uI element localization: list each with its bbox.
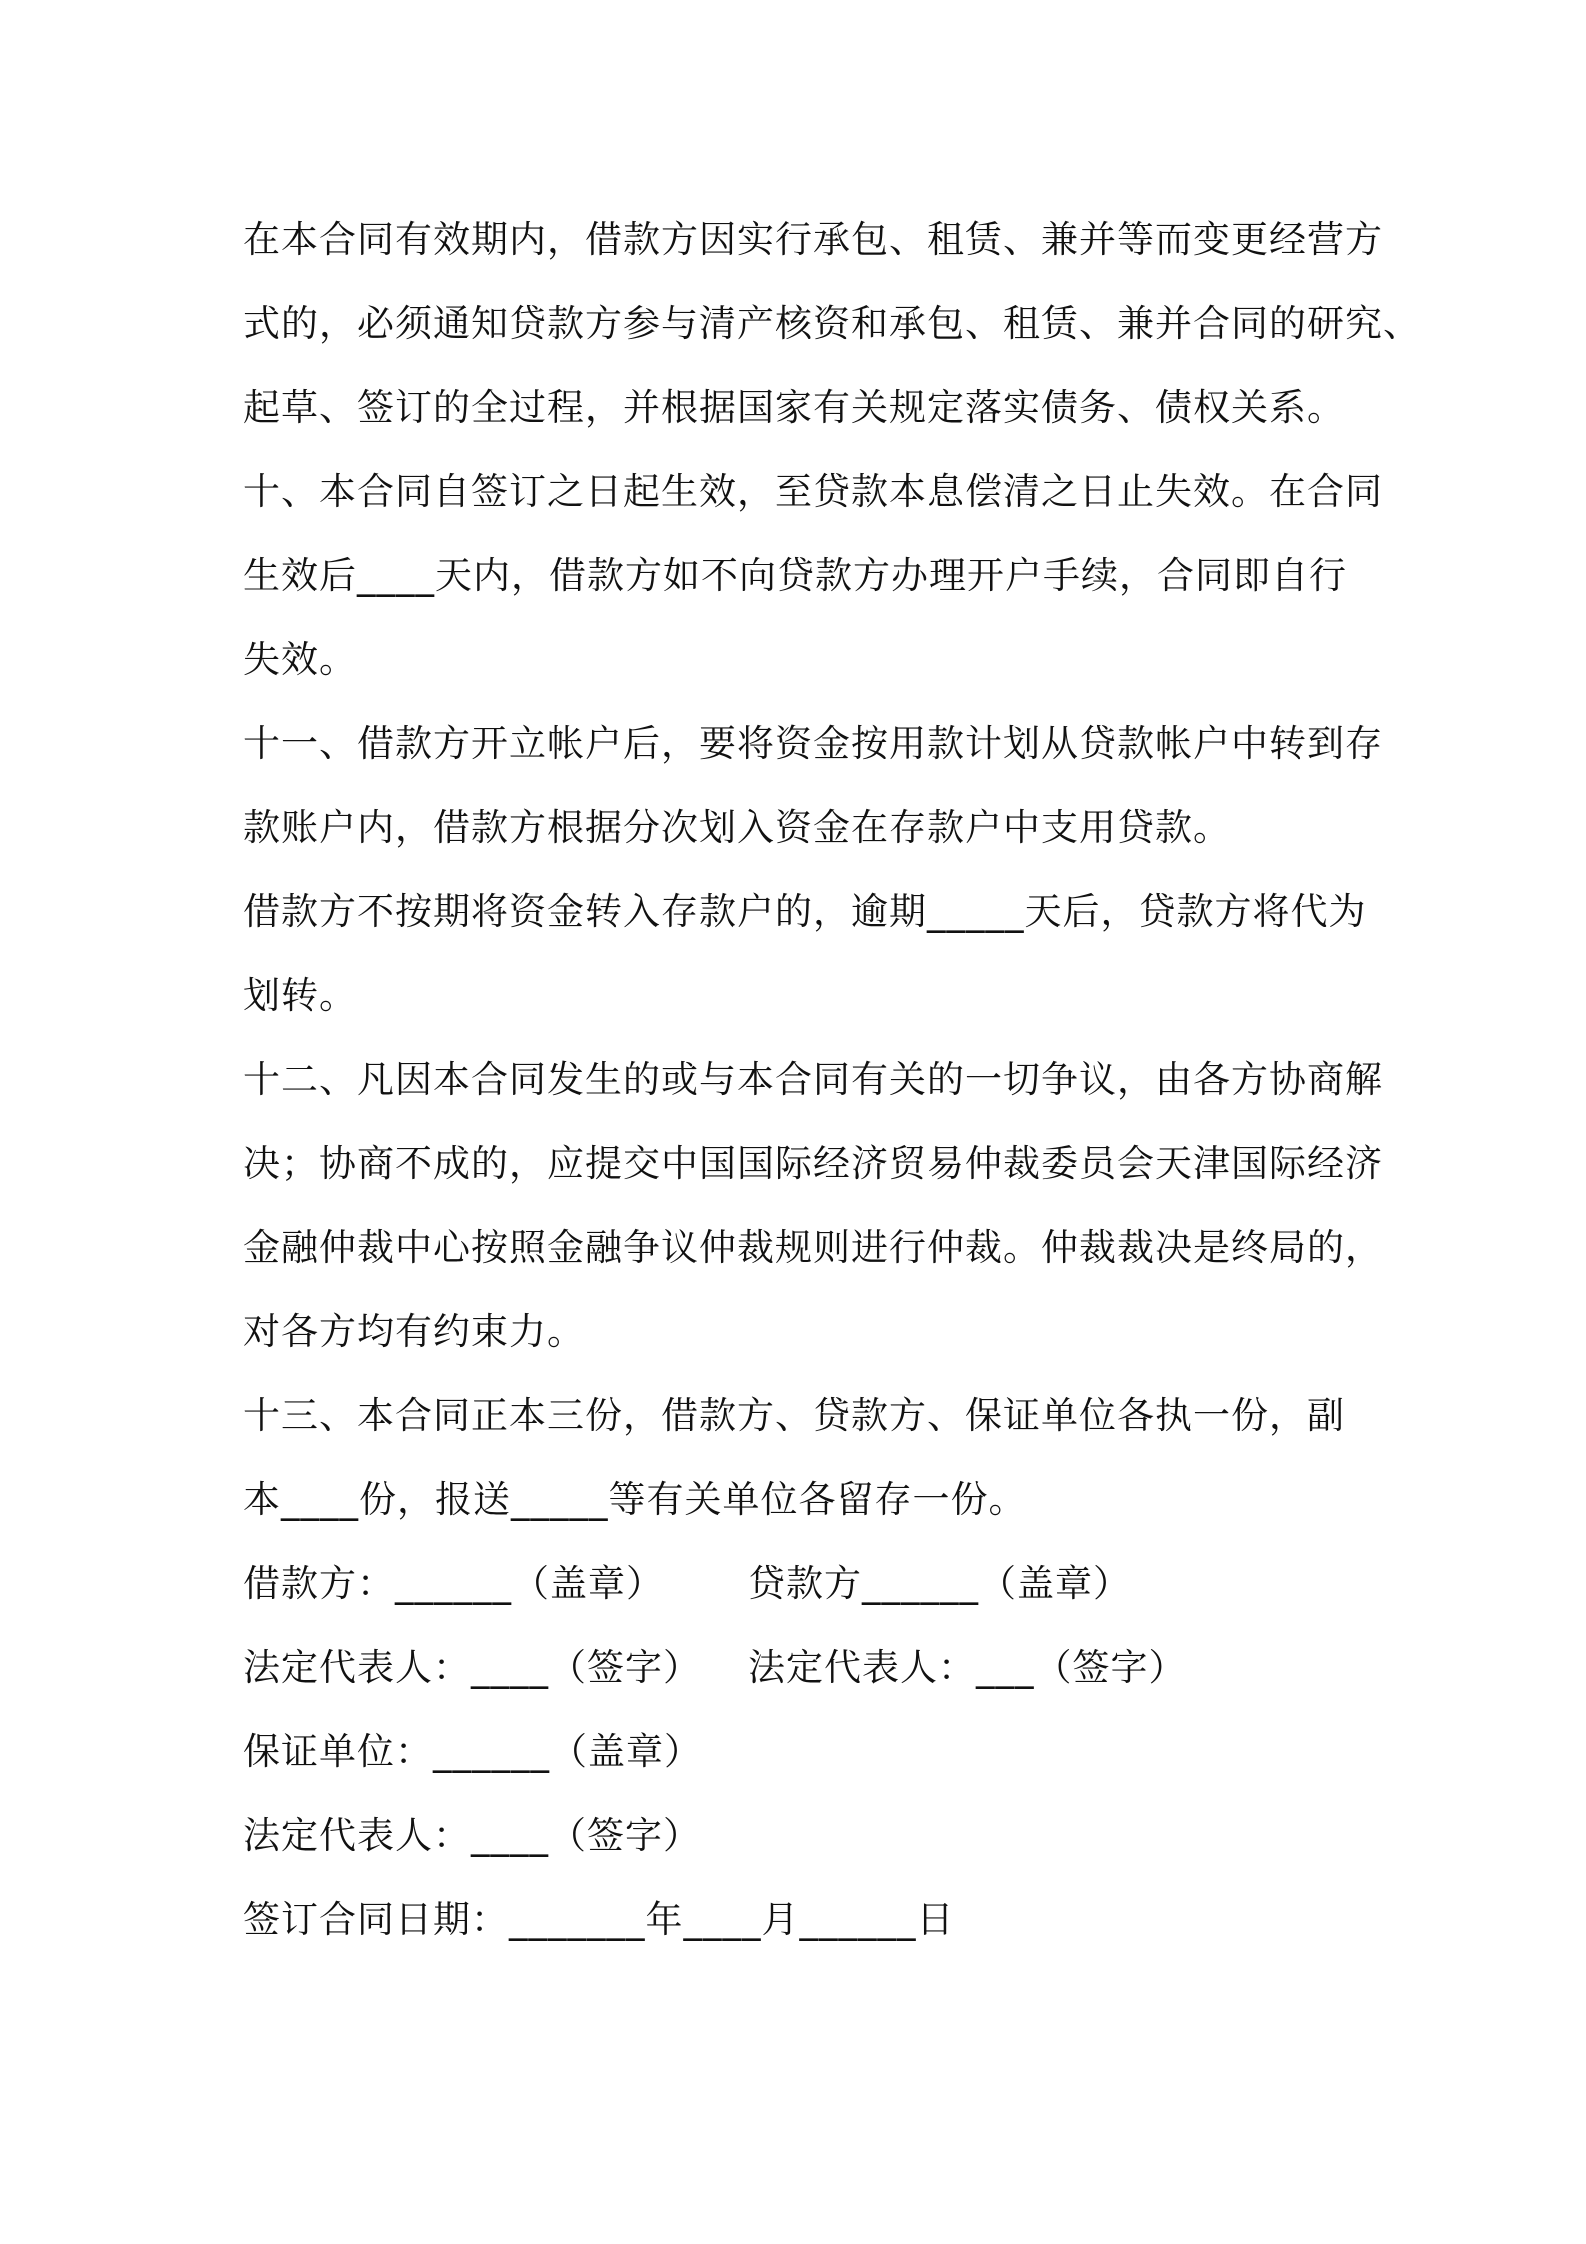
signature-row-date (243, 1878, 1363, 1962)
paragraph-business-change (243, 198, 1421, 450)
text-line: 式的，必须通知贷款方参与清产核资和承包、租赁、兼并合同的研究、 (243, 302, 1421, 345)
text-line: 十三、本合同正本三份，借款方、贷款方、保证单位各执一份，副 (243, 1394, 1345, 1437)
clause-11 (243, 702, 1383, 870)
borrower-rep-signature-field: 法定代表人：____（签字） (243, 1646, 701, 1689)
signature-row-parties (243, 1542, 1363, 1626)
text-line: 在本合同有效期内，借款方因实行承包、租赁、兼并等而变更经营方 (243, 218, 1383, 261)
contract-page (243, 198, 1421, 1962)
text-line: 失效。 (243, 638, 357, 681)
text-line: 划转。 (243, 974, 357, 1017)
text-line: 生效后____天内，借款方如不向贷款方办理开户手续，合同即自行 (243, 554, 1347, 597)
clause-10 (243, 450, 1383, 702)
guarantor-rep-signature-field: 法定代表人：____（签字） (243, 1814, 701, 1857)
borrower-seal-field: 借款方：______（盖章） (243, 1562, 664, 1605)
clause-13 (243, 1374, 1363, 1542)
signature-row-guarantor (243, 1710, 1363, 1794)
text-line: 本____份，报送_____等有关单位各留存一份。 (243, 1478, 1027, 1521)
lender-seal-field: 贷款方______（盖章） (748, 1562, 1131, 1605)
text-line: 借款方不按期将资金转入存款户的，逾期_____天后，贷款方将代为 (243, 890, 1367, 933)
clause-12 (243, 1038, 1383, 1374)
signature-row-representatives (243, 1626, 1363, 1710)
signature-row-guarantor-rep (243, 1794, 1363, 1878)
text-line: 起草、签订的全过程，并根据国家有关规定落实债务、债权关系。 (243, 386, 1345, 429)
signature-block (243, 1542, 1363, 1962)
text-line: 金融仲裁中心按照金融争议仲裁规则进行仲裁。仲裁裁决是终局的， (243, 1226, 1383, 1269)
text-line: 十、本合同自签订之日起生效，至贷款本息偿清之日止失效。在合同 (243, 470, 1383, 513)
text-line: 十二、凡因本合同发生的或与本合同有关的一切争议，由各方协商解 (243, 1058, 1383, 1101)
sign-date-field: 签订合同日期：_______年____月______日 (243, 1898, 955, 1941)
paragraph-overdue-transfer (243, 870, 1367, 1038)
guarantor-seal-field: 保证单位：______（盖章） (243, 1730, 702, 1773)
lender-rep-signature-field: 法定代表人：___（签字） (748, 1646, 1187, 1689)
text-line: 决；协商不成的，应提交中国国际经济贸易仲裁委员会天津国际经济 (243, 1142, 1383, 1185)
text-line: 对各方均有约束力。 (243, 1310, 585, 1353)
text-line: 十一、借款方开立帐户后，要将资金按用款计划从贷款帐户中转到存 (243, 722, 1383, 765)
text-line: 款账户内，借款方根据分次划入资金在存款户中支用贷款。 (243, 806, 1231, 849)
